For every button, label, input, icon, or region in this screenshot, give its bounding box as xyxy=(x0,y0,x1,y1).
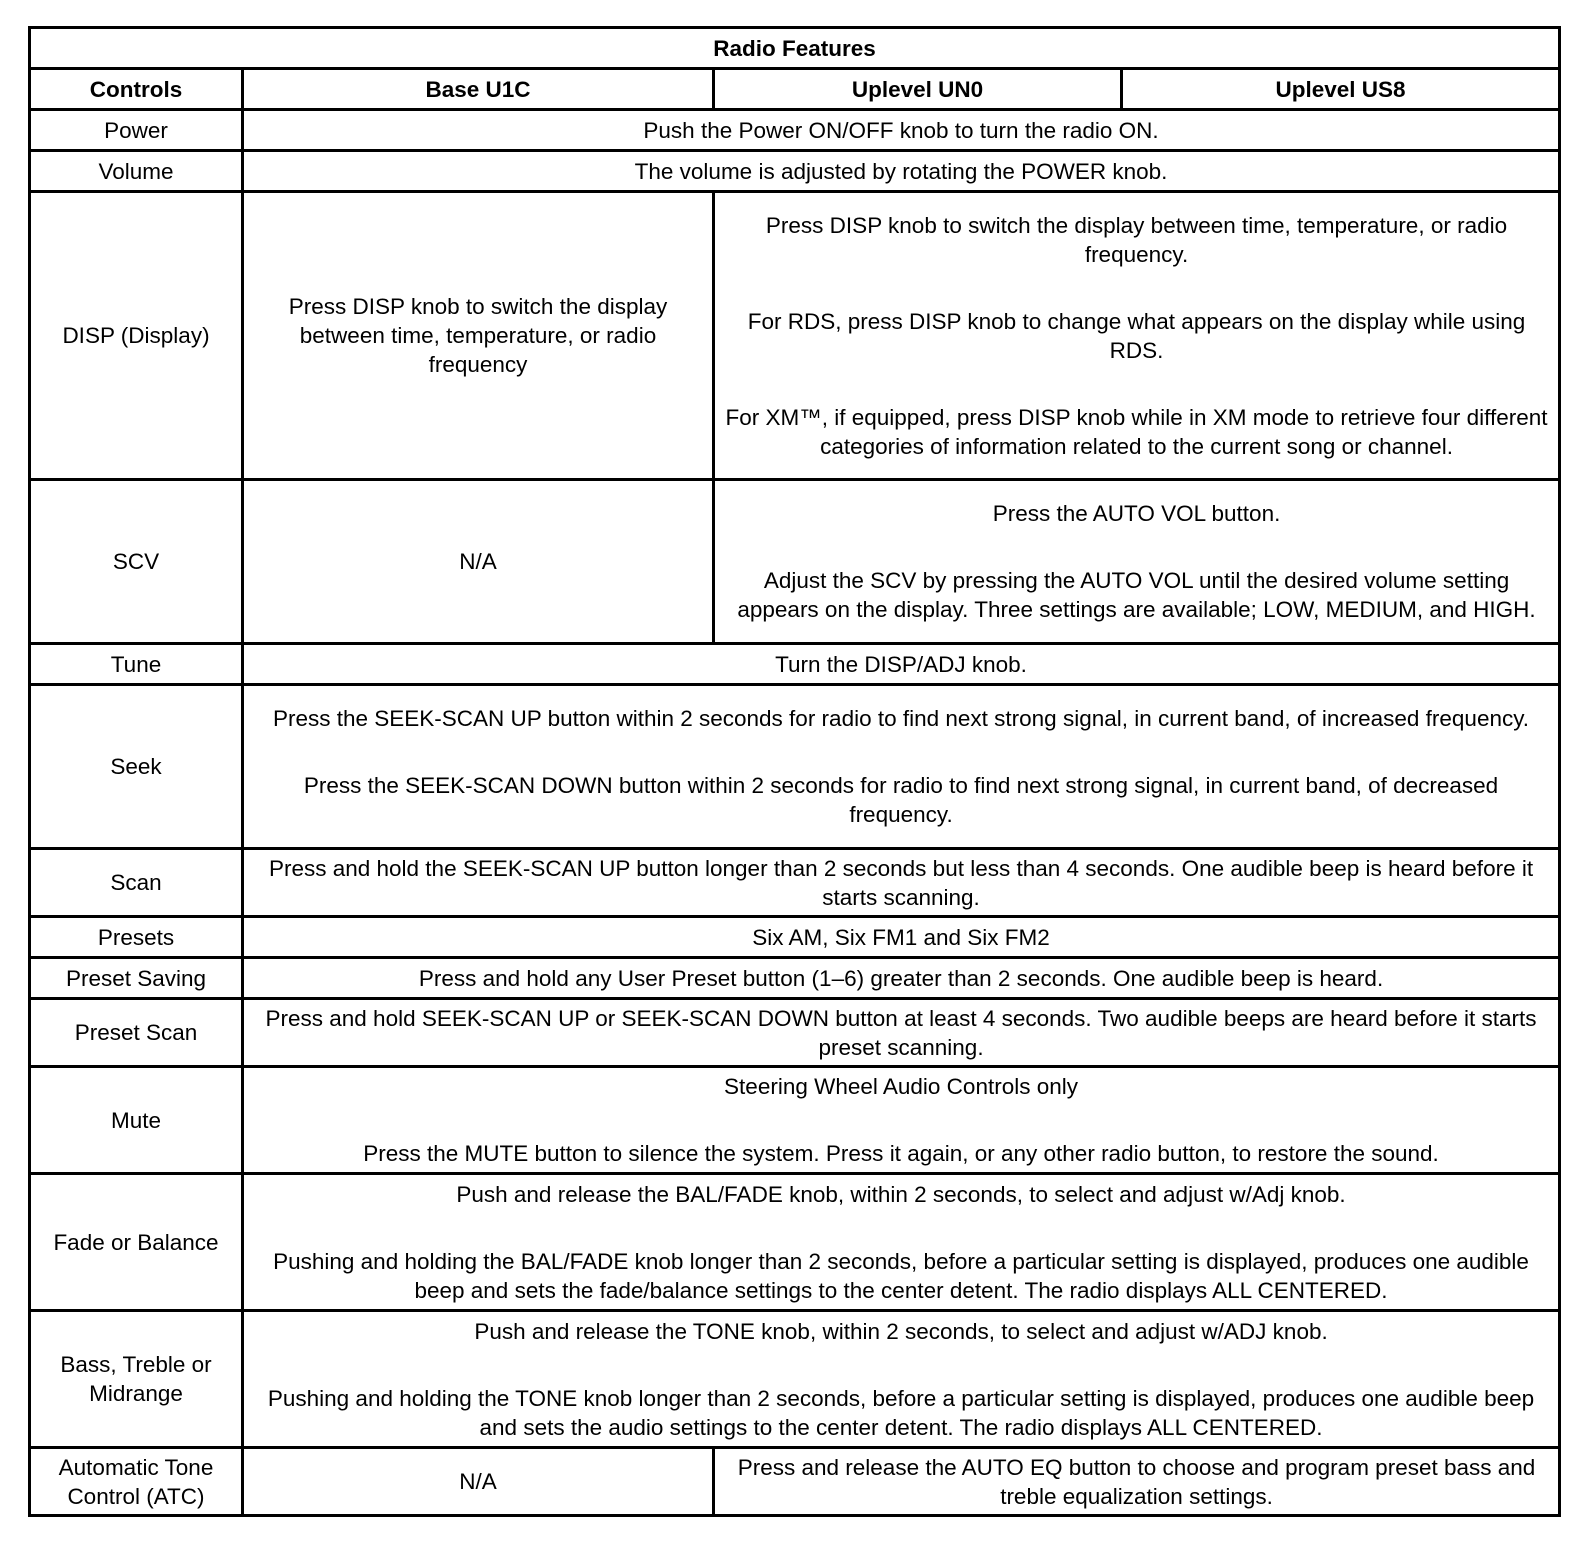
table-row xyxy=(30,1448,1560,1516)
base-description: N/A xyxy=(243,480,714,644)
control-label: Presets xyxy=(30,917,243,958)
uplevel-paragraph: For RDS, press DISP knob to change what appears on the display while using RDS. xyxy=(747,308,1526,363)
table-row xyxy=(30,999,1560,1067)
feature-description xyxy=(243,1311,1560,1448)
feature-paragraph: Push and release the BAL/FADE knob, within 2 seconds, to select and adjust w/Adj knob. xyxy=(456,1181,1346,1207)
uplevel-description: Press and release the AUTO EQ button to choose and program preset bass and treble equalization settings. xyxy=(714,1448,1560,1516)
feature-paragraph: Push and release the TONE knob, within 2 seconds, to select and adjust w/ADJ knob. xyxy=(474,1318,1328,1344)
feature-description: Six AM, Six FM1 and Six FM2 xyxy=(243,917,1560,958)
table-row xyxy=(30,685,1560,849)
radio-features-table xyxy=(28,26,1561,1517)
uplevel-description xyxy=(714,192,1560,480)
header-uplevel-un0: Uplevel UN0 xyxy=(714,69,1122,110)
feature-description xyxy=(243,1067,1560,1174)
table-row xyxy=(30,644,1560,685)
feature-paragraph: Press the MUTE button to silence the system. Press it again, or any other radio button, to restore the sound. xyxy=(363,1141,1439,1166)
header-uplevel-us8: Uplevel US8 xyxy=(1122,69,1560,110)
base-description: Press DISP knob to switch the display between time, temperature, or radio frequency xyxy=(243,192,714,480)
control-label: Volume xyxy=(30,151,243,192)
control-label: Preset Scan xyxy=(30,999,243,1067)
feature-description xyxy=(243,685,1560,849)
feature-paragraph: Steering Wheel Audio Controls only xyxy=(724,1074,1078,1099)
control-label: Fade or Balance xyxy=(30,1174,243,1311)
control-label: Mute xyxy=(30,1067,243,1174)
base-description: N/A xyxy=(243,1448,714,1516)
table-row xyxy=(30,192,1560,480)
feature-description xyxy=(243,1174,1560,1311)
uplevel-description xyxy=(714,480,1560,644)
table-row xyxy=(30,1311,1560,1448)
table-row xyxy=(30,958,1560,999)
feature-description: Press and hold the SEEK-SCAN UP button longer than 2 seconds but less than 4 seconds. One audible beep is heard before it starts scanning. xyxy=(243,849,1560,917)
control-label: Seek xyxy=(30,685,243,849)
uplevel-paragraph: Adjust the SCV by pressing the AUTO VOL until the desired volume setting appears on the display. Three settings are available; LOW, MEDIUM, and HIGH. xyxy=(737,568,1536,622)
table-row xyxy=(30,110,1560,151)
control-label: DISP (Display) xyxy=(30,192,243,480)
header-base-u1c: Base U1C xyxy=(243,69,714,110)
control-label: SCV xyxy=(30,480,243,644)
uplevel-paragraph: Press the AUTO VOL button. xyxy=(992,501,1281,526)
header-controls: Controls xyxy=(30,69,243,110)
feature-paragraph: Press the SEEK-SCAN UP button within 2 seconds for radio to find next strong signal, in current band, of increased frequency. xyxy=(272,706,1530,731)
control-label: Power xyxy=(30,110,243,151)
feature-description: The volume is adjusted by rotating the POWER knob. xyxy=(243,151,1560,192)
control-label: Scan xyxy=(30,849,243,917)
uplevel-paragraph: For XM™, if equipped, press DISP knob while in XM mode to retrieve four different categories of information related to the current song or channel. xyxy=(725,404,1548,459)
table-row xyxy=(30,917,1560,958)
feature-paragraph: Pushing and holding the BAL/FADE knob longer than 2 seconds, before a particular setting is displayed, produces one audible beep and sets the fade/balance settings to the center detent. The radio displays ALL CENTERED. xyxy=(273,1248,1529,1303)
control-label: Tune xyxy=(30,644,243,685)
uplevel-paragraph: Press DISP knob to switch the display between time, temperature, or radio frequency. xyxy=(765,212,1508,267)
control-label: Automatic Tone Control (ATC) xyxy=(30,1448,243,1516)
table-row xyxy=(30,849,1560,917)
table-row xyxy=(30,1174,1560,1311)
table-row xyxy=(30,1067,1560,1174)
feature-description: Turn the DISP/ADJ knob. xyxy=(243,644,1560,685)
table-row xyxy=(30,151,1560,192)
feature-paragraph: Press the SEEK-SCAN DOWN button within 2 seconds for radio to find next strong signal, in current band, of decreased frequency. xyxy=(303,773,1499,827)
table-title: Radio Features xyxy=(30,28,1560,69)
table-row xyxy=(30,480,1560,644)
control-label: Preset Saving xyxy=(30,958,243,999)
feature-paragraph: Pushing and holding the TONE knob longer than 2 seconds, before a particular setting is displayed, produces one audible beep and sets the audio settings to the center detent. The radio displays ALL CENTERED. xyxy=(267,1385,1535,1440)
control-label: Bass, Treble or Midrange xyxy=(30,1311,243,1448)
feature-description: Press and hold SEEK-SCAN UP or SEEK-SCAN DOWN button at least 4 seconds. Two audible beeps are heard before it starts preset scanning. xyxy=(243,999,1560,1067)
feature-description: Push the Power ON/OFF knob to turn the radio ON. xyxy=(243,110,1560,151)
feature-description: Press and hold any User Preset button (1–6) greater than 2 seconds. One audible beep is heard. xyxy=(243,958,1560,999)
